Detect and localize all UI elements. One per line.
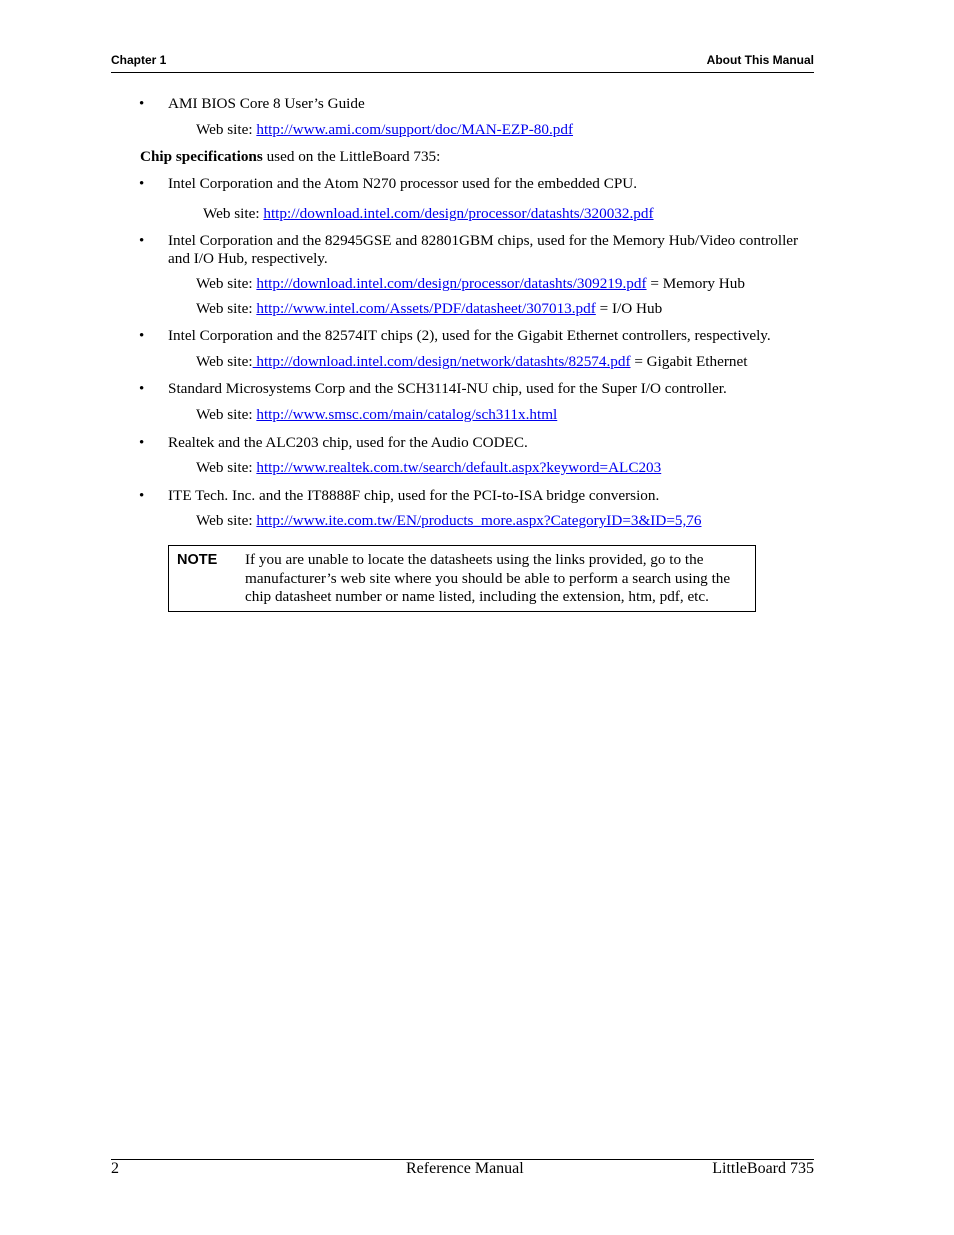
bullet-text-chipset: Intel Corporation and the 82945GSE and 82801GBM chips, used for the Memory Hub/Video controller and I/O Hub, respectively. <box>168 232 799 267</box>
footer-page-number: 2 <box>111 1160 119 1177</box>
chip-spec-rest: used on the LittleBoard 735: <box>262 148 441 165</box>
web-line-ethernet <box>196 353 747 371</box>
web-line-audio <box>196 459 661 477</box>
link-atom-datasheet[interactable]: http://download.intel.com/design/processor/datashts/320032.pdf <box>263 205 654 222</box>
note-label: NOTE <box>177 552 218 568</box>
link-gigabit-ethernet[interactable]: http://download.intel.com/design/network/datashts/82574.pdf <box>252 353 631 370</box>
web-prefix: Web site: <box>196 459 257 476</box>
link-ite[interactable]: http://www.ite.com.tw/EN/products_more.aspx?CategoryID=3&ID=5,76 <box>256 512 702 529</box>
header-rule <box>111 72 814 73</box>
web-suffix: = Memory Hub <box>646 275 745 292</box>
web-prefix: Web site: <box>196 512 257 529</box>
link-realtek[interactable]: http://www.realtek.com.tw/search/default.aspx?keyword=ALC203 <box>256 459 662 476</box>
chip-spec-heading <box>140 148 440 166</box>
chip-spec-bold: Chip specifications <box>140 148 263 165</box>
web-line-io-hub <box>196 300 662 318</box>
link-memory-hub[interactable]: http://download.intel.com/design/processor/datashts/309219.pdf <box>256 275 647 292</box>
web-line-memory-hub <box>196 275 745 293</box>
link-io-hub[interactable]: http://www.intel.com/Assets/PDF/datasheet/307013.pdf <box>256 300 596 317</box>
web-prefix: Web site: <box>196 275 257 292</box>
web-line-super-io <box>196 406 557 424</box>
footer-manual-title: Reference Manual <box>406 1160 524 1177</box>
web-prefix: Web site: <box>196 300 257 317</box>
bullet-marker: • <box>139 328 145 344</box>
web-suffix: = Gigabit Ethernet <box>630 353 748 370</box>
link-smsc[interactable]: http://www.smsc.com/main/catalog/sch311x.html <box>256 406 558 423</box>
web-line-ami <box>196 121 573 139</box>
bullet-text-super-io: Standard Microsystems Corp and the SCH3114I-NU chip, used for the Super I/O controller. <box>168 380 727 397</box>
header-chapter: Chapter 1 <box>111 53 167 67</box>
web-prefix: Web site: <box>203 205 264 222</box>
web-line-pci-isa <box>196 512 701 530</box>
bullet-text-audio: Realtek and the ALC203 chip, used for the Audio CODEC. <box>168 434 528 451</box>
bullet-marker: • <box>139 96 145 112</box>
web-prefix: Web site: <box>196 353 253 370</box>
header-section-title: About This Manual <box>706 53 814 67</box>
web-suffix: = I/O Hub <box>595 300 663 317</box>
bullet-text-ami: AMI BIOS Core 8 User’s Guide <box>168 95 365 112</box>
footer-product-name: LittleBoard 735 <box>712 1160 814 1177</box>
bullet-marker: • <box>139 381 145 397</box>
bullet-text-atom: Intel Corporation and the Atom N270 processor used for the embedded CPU. <box>168 175 638 192</box>
bullet-marker: • <box>139 233 145 249</box>
web-prefix: Web site: <box>196 406 257 423</box>
bullet-marker: • <box>139 176 145 192</box>
bullet-marker: • <box>139 435 145 451</box>
note-text: If you are unable to locate the datasheets using the links provided, go to the manufacturer’s web site where you should be able to perform a search using the chip datasheet number or name listed, including the extension, htm, pdf, etc. <box>245 551 731 605</box>
link-ami-bios[interactable]: http://www.ami.com/support/doc/MAN-EZP-80.pdf <box>256 121 574 138</box>
bullet-marker: • <box>139 488 145 504</box>
bullet-text-pci-isa: ITE Tech. Inc. and the IT8888F chip, used for the PCI-to-ISA bridge conversion. <box>168 487 660 504</box>
web-prefix: Web site: <box>196 121 257 138</box>
web-line-atom <box>203 205 654 223</box>
bullet-text-ethernet: Intel Corporation and the 82574IT chips (2), used for the Gigabit Ethernet controllers, respectively. <box>168 327 771 344</box>
